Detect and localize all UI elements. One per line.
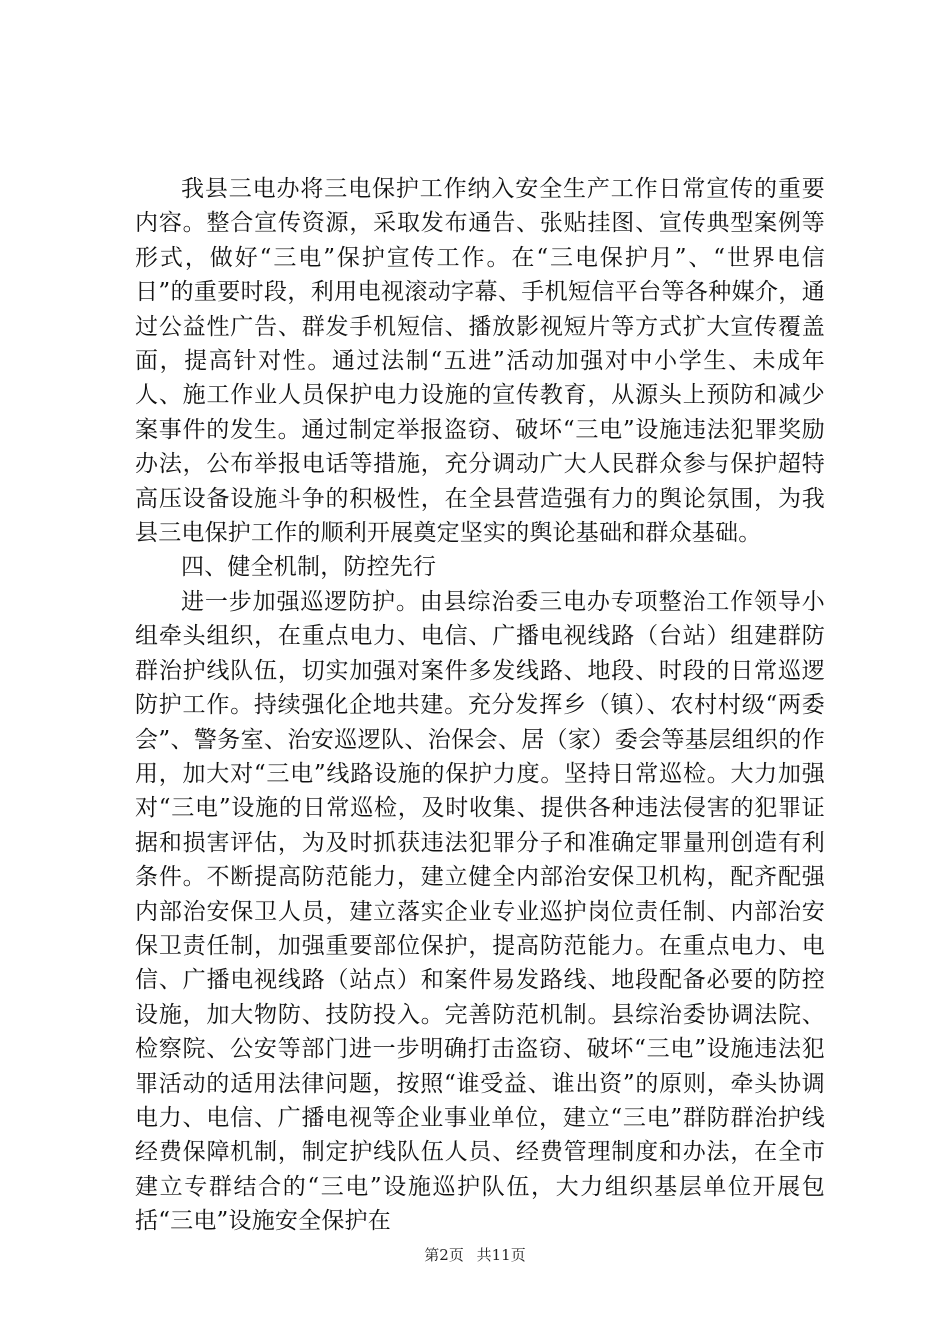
document-body xyxy=(135,172,825,1239)
page-total: 共11页 xyxy=(476,1246,526,1264)
page-footer xyxy=(0,1245,950,1265)
paragraph-mechanism: 进一步加强巡逻防护。由县综治委三电办专项整治工作领导小组牵头组织，在重点电力、电信、广播电视线路（台站）组建群防群治护线队伍，切实加强对案件多发线路、地段、时段的日常巡逻防护工作。持续强化企地共建。充分发挥乡（镇）、农村村级“两委会”、警务室、治安巡逻队、治保会、居（家）委会等基层组织的作用，加大对“三电”线路设施的保护力度。坚持日常巡检。大力加强对“三电”设施的日常巡检，及时收集、提供各种违法侵害的犯罪证据和损害评估，为及时抓获违法犯罪分子和准确定罪量刑创造有利条件。不断提高防范能力，建立健全内部治安保卫机构，配齐配强内部治安保卫人员，建立落实企业专业巡护岗位责任制、内部治安保卫责任制，加强重要部位保护，提高防范能力。在重点电力、电信、广播电视线路（站点）和案件易发路线、地段配备必要的防控设施，加大物防、技防投入。完善防范机制。县综治委协调法院、检察院、公安等部门进一步明确打击盗窃、破坏“三电”设施违法犯罪活动的适用法律问题，按照“谁受益、谁出资”的原则，牵头协调电力、电信、广播电视等企业事业单位，建立“三电”群防群治护线经费保障机制，制定护线队伍人员、经费管理制度和办法，在全市建立专群结合的“三电”设施巡护队伍，大力组织基层单位开展包括“三电”设施安全保护在 xyxy=(135,588,825,1235)
page-number: 第2页 xyxy=(424,1246,464,1264)
section-heading: 四、健全机制，防控先行 xyxy=(181,554,437,581)
paragraph-publicity: 我县三电办将三电保护工作纳入安全生产工作日常宣传的重要内容。整合宣传资源，采取发布通告、张贴挂图、宣传典型案例等形式，做好“三电”保护宣传工作。在“三电保护月”、“世界电信日”的重要时段，利用电视滚动字幕、手机短信平台等各种媒介，通过公益性广告、群发手机短信、播放影视短片等方式扩大宣传覆盖面，提高针对性。通过法制“五进”活动加强对中小学生、未成年人、施工作业人员保护电力设施的宣传教育，从源头上预防和减少案事件的发生。通过制定举报盗窃、破坏“三电”设施违法犯罪奖励办法，公布举报电话等措施，充分调动广大人民群众参与保护超特高压设备设施斗争的积极性，在全县营造强有力的舆论氛围，为我县三电保护工作的顺利开展奠定坚实的舆论基础和群众基础。 xyxy=(135,176,825,547)
